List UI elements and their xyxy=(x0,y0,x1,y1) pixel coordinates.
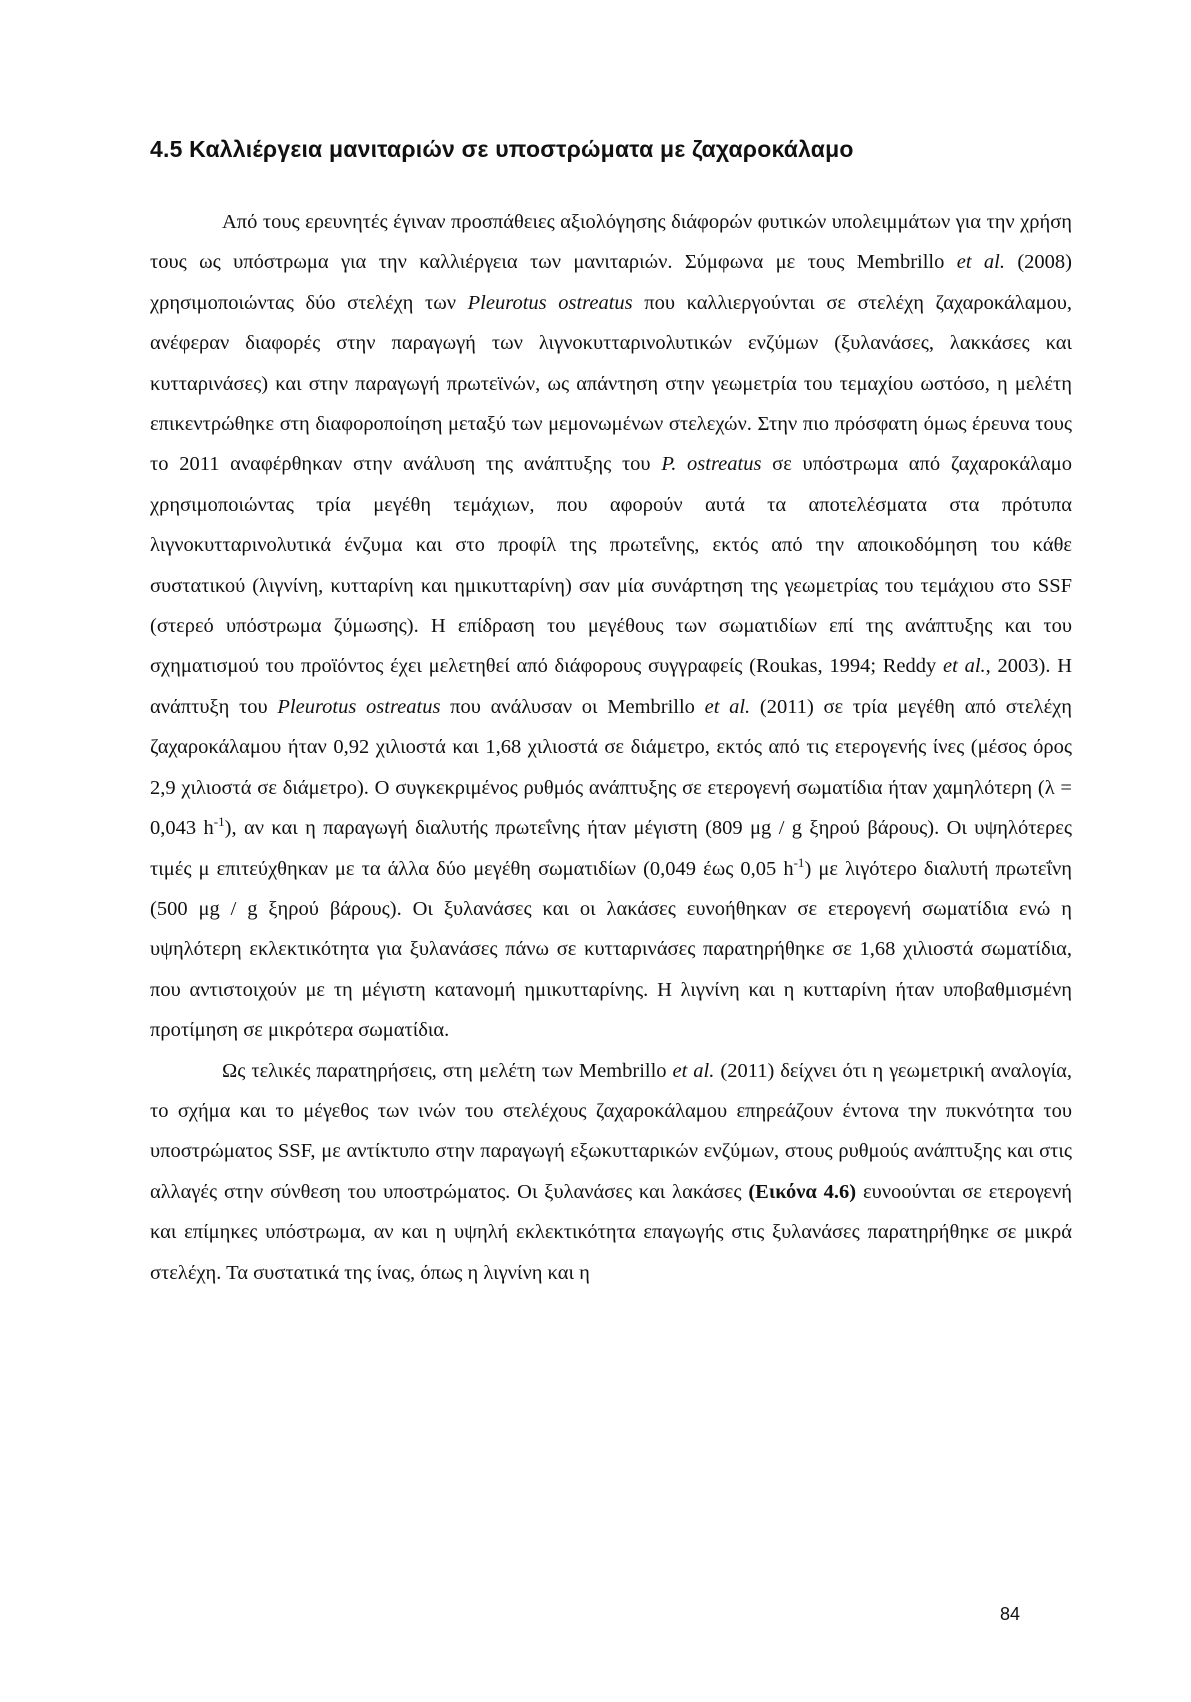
text-run: et al. xyxy=(704,695,751,718)
body-text xyxy=(150,202,1072,1293)
text-run: ευνοούνται σε ετερογενή και επίμηκες υπόστρωμα, αν και η υψηλή εκλεκτικότητα επαγωγής στις ξυλανάσες παρατηρήθηκε σε μικρά στελέχη. Τα συστατικά της ίνας, όπως η λιγνίνη και η xyxy=(150,1180,1072,1284)
page-number: 84 xyxy=(1000,1604,1021,1624)
text-run: που ανάλυσαν οι Membrillo xyxy=(440,695,705,718)
text-run: -1 xyxy=(793,854,805,870)
text-run: Από τους ερευνητές έγιναν προσπάθειες αξιολόγησης διάφορών φυτικών υπολειμμάτων για την χρήση τους ως υπόστρωμα για την καλλιέργεια των μανιταριών. Σύμφωνα με τους Membrillo xyxy=(150,211,1072,274)
text-run: , 2003). Η ανάπτυξη του xyxy=(150,655,1072,718)
text-run: Pleurotus ostreatus xyxy=(467,291,633,314)
paragraph-1 xyxy=(150,202,1072,1051)
text-run: Pleurotus ostreatus xyxy=(277,695,441,718)
text-run: (2011) δείχνει ότι η γεωμετρική αναλογία, το σχήμα και το μέγεθος των ινών του στελέχους ζαχαροκάλαμου επηρεάζουν έντονα την πυκνότητα του υποστρώματος SSF, με αντίκτυπο στην παραγωγή εξωκυτταρικών ενζύμων, στους ρυθμούς ανάπτυξης και στις αλλαγές στην σύνθεση του υποστρώματος. Οι ξυλανάσες και λακάσες xyxy=(150,1059,1072,1203)
text-run: -1 xyxy=(213,814,225,830)
text-run: (2008) χρησιμοποιώντας δύο στελέχη των xyxy=(150,251,1072,314)
text-run: et al. xyxy=(956,251,1005,274)
text-run: ) με λιγότερο διαλυτή πρωτεΐνη (500 μg / g ξηρού βάρους). Οι ξυλανάσες και οι λακάσες ευνοήθηκαν σε ετερογενή σωματίδια ενώ η υψηλότερη εκλεκτικότητα για ξυλανάσες πάνω σε κυτταρινάσες παρατηρήθηκε σε 1,68 χιλιοστά σωματίδια, που αντιστοιχούν με τη μέγιστη κατανομή ημικυτταρίνης. Η λιγνίνη και η κυτταρίνη ήταν υποβαθμισμένη προτίμηση σε μικρότερα σωματίδια. xyxy=(150,857,1072,1042)
text-run: ), αν και η παραγωγή διαλυτής πρωτεΐνης ήταν μέγιστη (809 μg / g ξηρού βάρους). Οι υψηλότερες τιμές μ επιτεύχθηκαν με τα άλλα δύο μεγέθη σωματιδίων (0,049 έως 0,05 h xyxy=(150,817,1072,880)
paragraph-2 xyxy=(150,1051,1072,1293)
text-run: (2011) σε τρία μεγέθη από στελέχη ζαχαροκάλαμου ήταν 0,92 χιλιοστά και 1,68 χιλιοστά σε διάμετρο, εκτός από τις ετερογενής ίνες (μέσος όρος 2,9 χιλιοστά σε διάμετρο). Ο συγκεκριμένος ρυθμός ανάπτυξης σε ετερογενή σωματίδια ήταν χαμηλότερη (λ = 0,043 h xyxy=(150,695,1073,840)
text-run: et al. xyxy=(943,655,986,678)
text-run: et al. xyxy=(672,1059,715,1082)
text-run: που καλλιεργούνται σε στελέχη ζαχαροκάλαμου, ανέφεραν διαφορές στην παραγωγή των λιγνοκυτταρινολυτικών ενζύμων (ξυλανάσες, λακκάσες και κυτταρινάσες) και στην παραγωγή πρωτεϊνών, ως απάντηση στην γεωμετρία του τεμαχίου ωστόσο, η μελέτη επικεντρώθηκε στη διαφοροποίηση μεταξύ των μεμονωμένων στελεχών. Στην πιο πρόσφατη όμως έρευνα τους το 2011 αναφέρθηκαν στην ανάλυση της ανάπτυξης του xyxy=(150,291,1072,476)
text-run: (Εικόνα 4.6) xyxy=(748,1180,857,1203)
section-heading: 4.5 Καλλιέργεια μανιταριών σε υποστρώματα με ζαχαροκάλαμο xyxy=(150,136,854,162)
text-run: Ως τελικές παρατηρήσεις, στη μελέτη των Membrillo xyxy=(222,1059,673,1082)
text-run: P. ostreatus xyxy=(661,453,762,476)
text-run: σε υπόστρωμα από ζαχαροκάλαμο χρησιμοποιώντας τρία μεγέθη τεμάχιων, που αφορούν αυτά τα αποτελέσματα στα πρότυπα λιγνοκυτταρινολυτικά ένζυμα και στο προφίλ της πρωτεΐνης, εκτός από την αποικοδόμηση του κάθε συστατικού (λιγνίνη, κυτταρίνη και ημικυτταρίνη) σαν μία συνάρτηση της γεωμετρίας του τεμάχιου στο SSF (στερεό υπόστρωμα ζύμωσης). Η επίδραση του μεγέθους των σωματιδίων επί της ανάπτυξης και του σχηματισμού του προϊόντος έχει μελετηθεί από διάφορους συγγραφείς (Roukas, 1994; Reddy xyxy=(150,453,1072,678)
